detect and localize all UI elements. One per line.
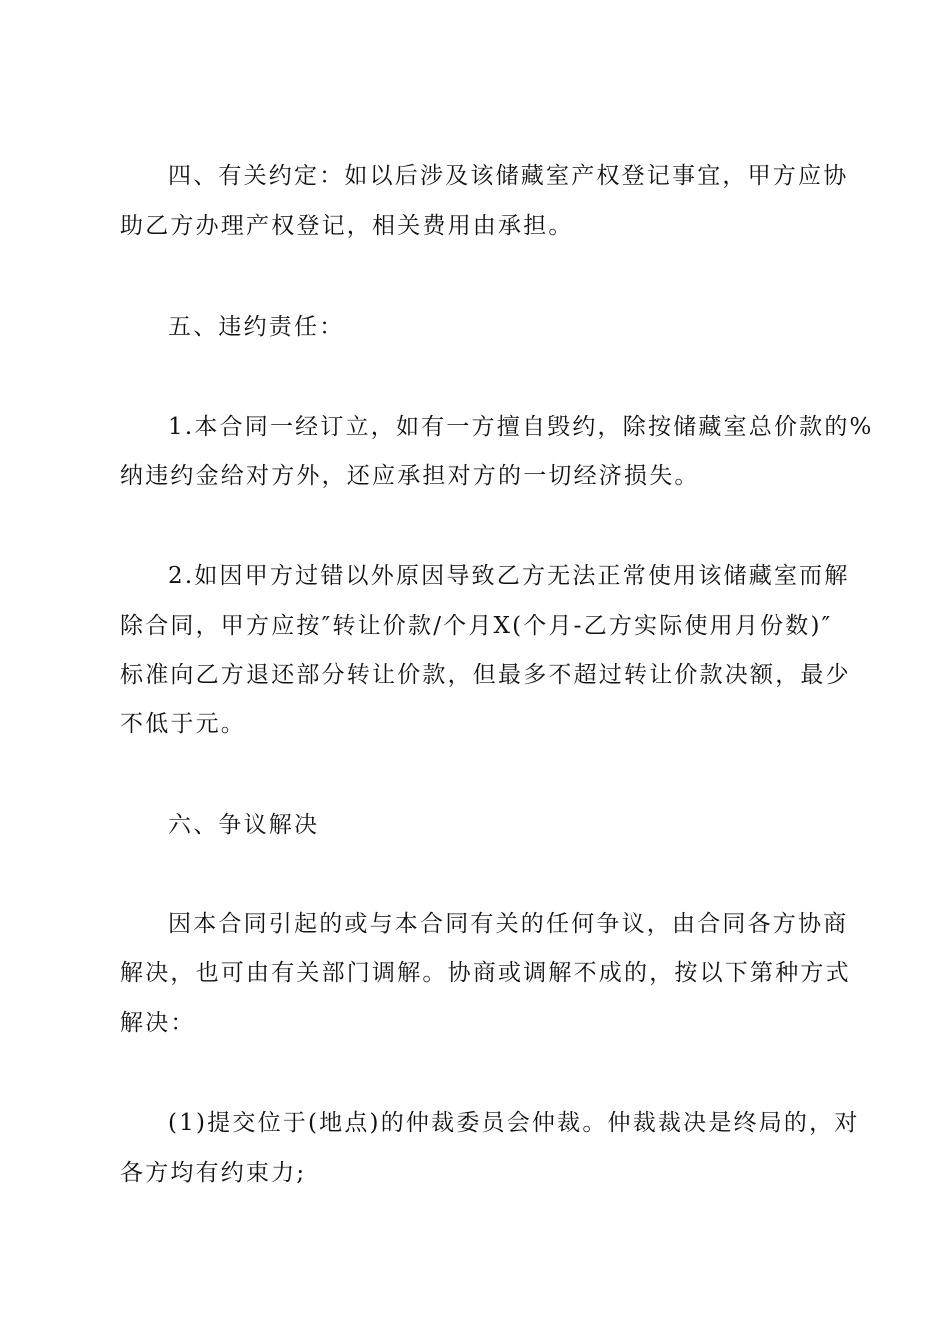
clause-6-option-1-line-1: (1)提交位于(地点)的仲裁委员会仲裁。仲裁裁决是终局的，对 — [168, 1110, 860, 1136]
clause-6-para-line-3: 解决： — [120, 1010, 196, 1036]
clause-6-para-line-2: 解决，也可由有关部门调解。协商或调解不成的，按以下第种方式 — [120, 960, 851, 986]
clause-5-item-2-line-2: 除合同，甲方应按″转让价款/个月X(个月-乙方实际使用月份数)″ — [120, 613, 833, 639]
clause-5-heading: 五、违约责任： — [168, 314, 345, 340]
clause-5-item-2-line-1: 2.如因甲方过错以外原因导致乙方无法正常使用该储藏室而解 — [168, 563, 850, 589]
clause-5-item-2-line-3: 标准向乙方退还部分转让价款，但最多不超过转让价款决额，最少 — [120, 662, 851, 688]
clause-5-item-1-line-1: 1.本合同一经订立，如有一方擅自毁约，除按储藏室总价款的% — [168, 414, 874, 440]
clause-6-option-1-line-2: 各方均有约束力; — [120, 1160, 307, 1186]
clause-6-heading: 六、争议解决 — [168, 812, 320, 838]
clause-5-item-2-line-4: 不低于元。 — [120, 711, 246, 737]
clause-4-line-1: 四、有关约定：如以后涉及该储藏室产权登记事宜，甲方应协 — [168, 163, 849, 189]
clause-4-line-2: 助乙方办理产权登记，相关费用由承担。 — [120, 213, 574, 239]
clause-6-para-line-1: 因本合同引起的或与本合同有关的任何争议，由合同各方协商 — [168, 911, 849, 937]
clause-5-item-1-line-2: 纳违约金给对方外，还应承担对方的一切经济损失。 — [120, 463, 700, 489]
